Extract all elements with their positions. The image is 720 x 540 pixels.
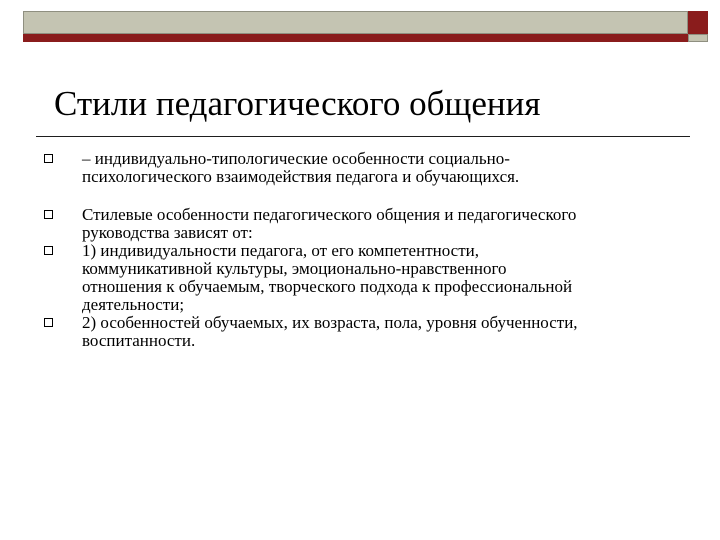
list-item-line: руководства зависят от: <box>82 223 253 242</box>
square-bullet-icon <box>44 210 53 219</box>
list-item <box>44 242 684 314</box>
title-divider <box>36 136 690 137</box>
list-item-line: деятельности; <box>82 295 185 314</box>
list-item-line: 1) индивидуальности педагога, от его компетентности, <box>82 241 479 260</box>
list-item-line: Стилевые особенности педагогического общения и педагогического <box>82 205 577 224</box>
list-item <box>44 314 684 350</box>
header-stripe <box>23 34 688 42</box>
list-item <box>44 206 684 242</box>
list-item-line: – индивидуально-типологические особенности социально- <box>82 149 510 168</box>
list-item-line: отношения к обучаемым, творческого подхода к профессиональной <box>82 277 573 296</box>
square-bullet-icon <box>44 154 53 163</box>
list-item-line: коммуникативной культуры, эмоционально-нравственного <box>82 259 507 278</box>
list-item <box>44 150 684 186</box>
header-bar <box>23 11 688 34</box>
corner-accent-square <box>688 11 708 34</box>
square-bullet-icon <box>44 318 53 327</box>
list-item-line: воспитанности. <box>82 331 196 350</box>
list-item-line: 2) особенностей обучаемых, их возраста, пола, уровня обученности, <box>82 313 578 332</box>
slide-title: Стили педагогического общения <box>54 84 541 123</box>
list-item-line: психологического взаимодействия педагога и обучающихся. <box>82 167 520 186</box>
bullet-list <box>44 150 684 350</box>
square-bullet-icon <box>44 246 53 255</box>
corner-accent-square-lower <box>688 34 708 42</box>
